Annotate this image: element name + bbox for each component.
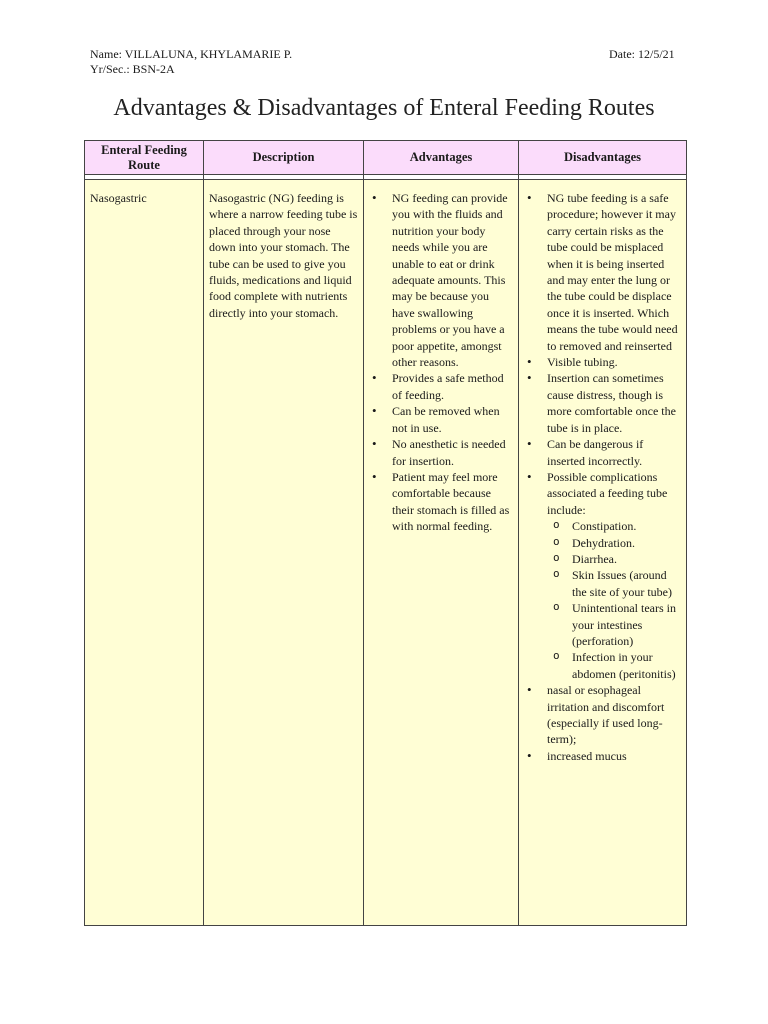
list-item: • Patient may feel more comfortable because their stomach is filled as with normal feeding. [369, 469, 514, 535]
list-item: • Can be removed when not in use. [369, 403, 514, 436]
list-item: • NG feeding can provide you with the fluids and nutrition your body needs while you are unable to eat or drink adequate amounts. This may be because you have swallowing problems or you have a poor appetite, amongst other reasons. [369, 190, 514, 370]
sub-list-item: o Skin Issues (around the site of your tube) [547, 567, 682, 600]
complications-list [524, 518, 682, 682]
sub-list-item: o Constipation. [547, 518, 682, 534]
header-route: Enteral Feeding Route [85, 141, 204, 175]
sub-list-item: o Diarrhea. [547, 551, 682, 567]
list-item: • Can be dangerous if inserted incorrectly. [524, 436, 682, 469]
list-item: • No anesthetic is needed for insertion. [369, 436, 514, 469]
disadvantages-list [524, 190, 682, 518]
student-info [90, 47, 292, 77]
complications-item [524, 469, 682, 518]
student-name: Name: VILLALUNA, KHYLAMARIE P. [90, 47, 293, 61]
disadvantages-cell [519, 180, 687, 926]
complications-intro: Possible complications associated a feeding tube include: [547, 469, 668, 517]
sub-list-item: o Unintentional tears in your intestines (perforation) [547, 600, 682, 649]
advantages-cell [364, 180, 519, 926]
list-item: • increased mucus [524, 748, 682, 764]
disadvantages-list-continued [524, 682, 682, 764]
list-item: • Provides a safe method of feeding. [369, 370, 514, 403]
list-item: • Visible tubing. [524, 354, 682, 370]
list-item: • nasal or esophageal irritation and discomfort (especially if used long-term); [524, 682, 682, 748]
header-description: Description [204, 141, 364, 175]
table-row [85, 180, 687, 926]
sub-list-item: o Dehydration. [547, 535, 682, 551]
feeding-routes-table [84, 140, 687, 926]
list-item: • Insertion can sometimes cause distress, though is more comfortable once the tube is in place. [524, 370, 682, 436]
description-cell: Nasogastric (NG) feeding is where a narrow feeding tube is placed through your nose down into your stomach. The tube can be used to give you fluids, medications and liquid food complete with nutrients directly into your stomach. [204, 180, 364, 926]
list-item: • NG tube feeding is a safe procedure; however it may carry certain risks as the tube could be misplaced when it is being inserted and may enter the lung or the tube could be displace once it is inserted. Which means the tube would need to removed and reinserted [524, 190, 682, 354]
table-header-row [85, 141, 687, 175]
document-date: Date: 12/5/21 [609, 47, 675, 61]
document-title: Advantages & Disadvantages of Enteral Feeding Routes [113, 95, 655, 121]
header-advantages: Advantages [364, 141, 519, 175]
sub-list-item: o Infection in your abdomen (peritonitis) [547, 649, 682, 682]
year-section: Yr/Sec.: BSN-2A [90, 62, 175, 76]
header-disadvantages: Disadvantages [519, 141, 687, 175]
advantages-list [369, 190, 514, 535]
route-cell: Nasogastric [85, 180, 204, 926]
